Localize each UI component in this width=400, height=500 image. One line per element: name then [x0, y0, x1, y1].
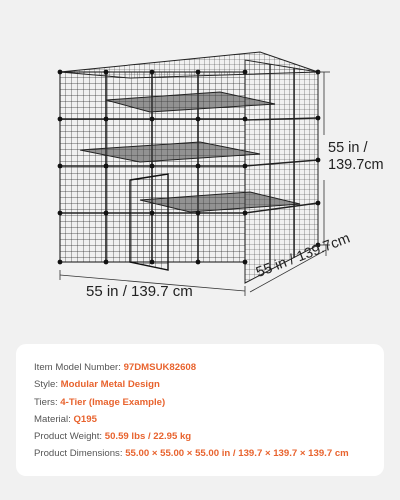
height-dimension-line1: 55 in /	[328, 140, 368, 156]
spec-label: Item Model Number:	[34, 362, 124, 373]
spec-weight	[34, 428, 384, 445]
spec-material	[34, 411, 384, 428]
spec-model-number	[34, 359, 384, 376]
spec-style	[34, 376, 384, 393]
spec-value: 55.00 × 55.00 × 55.00 in / 139.7 × 139.7 × 139.7 cm	[125, 448, 349, 460]
spec-value: Modular Metal Design	[60, 379, 160, 391]
spec-tiers	[34, 394, 384, 411]
spec-value: Q195	[73, 413, 97, 425]
spec-label: Style:	[34, 379, 61, 391]
spec-label: Tiers:	[34, 396, 61, 408]
spec-value: 97DMSUK82608	[123, 362, 197, 373]
spec-label: Product Weight:	[34, 431, 105, 443]
spec-dimensions	[34, 445, 384, 462]
cage-door	[130, 174, 168, 270]
height-dimension-line2: 139.7cm	[328, 156, 384, 173]
width-dimension-label: 55 in / 139.7 cm	[86, 283, 193, 300]
depth-dimension-label: 55 in / 139.7cm	[254, 230, 353, 281]
specifications-card	[16, 344, 384, 476]
spec-label: Product Dimensions:	[34, 448, 126, 460]
spec-value: 4-Tier (Image Example)	[60, 396, 166, 408]
height-dimension-label	[328, 140, 384, 173]
spec-value: 50.59 lbs / 22.95 kg	[104, 431, 192, 443]
spec-label: Material:	[34, 413, 74, 425]
